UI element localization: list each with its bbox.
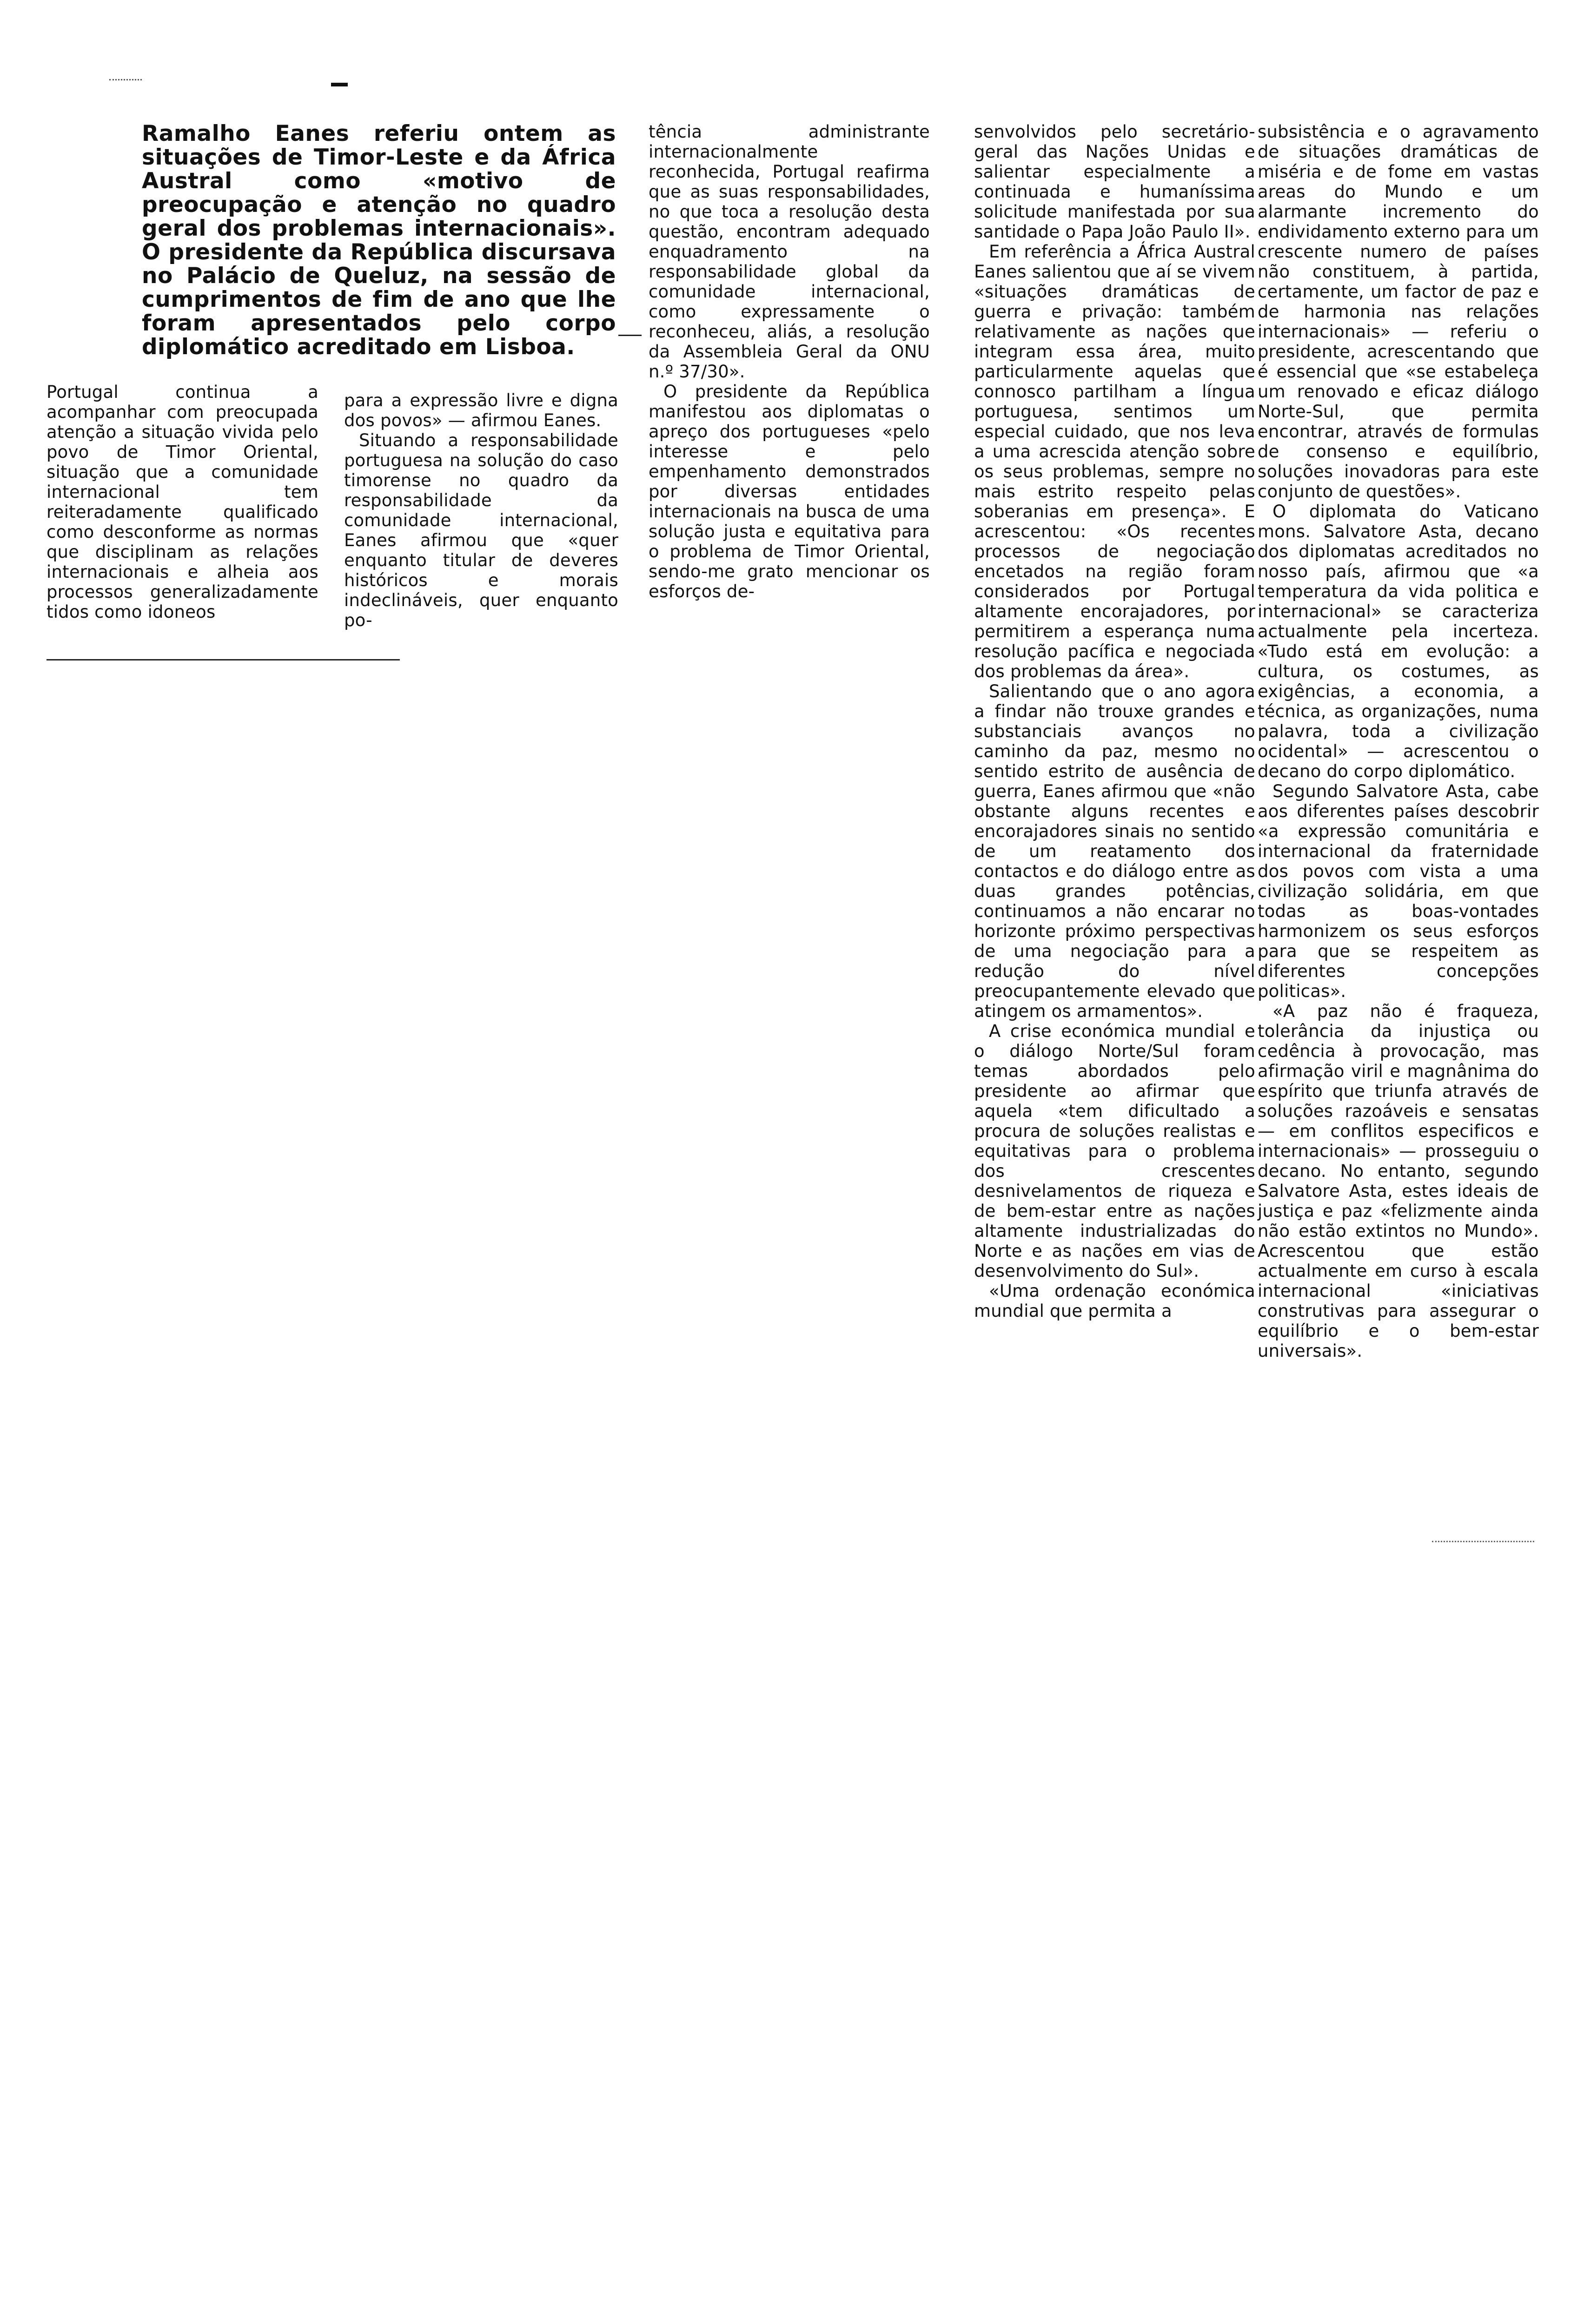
paragraph: «A paz não é fraqueza, tolerância da injustiça ou cedência à provocação, mas afirmação viril e magnânima do espírito que triunfa através de soluções razoáveis e sensatas — em conflitos especificos e internacionais» — prosseguiu o decano. No entanto, segundo Salvatore Asta, estes ideais de justiça e paz «felizmente ainda não estão extintos no Mundo». Acrescentou que estão actualmente em curso à escala internacional «iniciativas construtivas para assegurar o equilíbrio e o bem-estar universais». — [1258, 1001, 1539, 1361]
paragraph: «Uma ordenação económica mundial que permita a — [974, 1281, 1255, 1321]
article-lead: Ramalho Eanes referiu ontem as situações de Timor-Leste e da África Austral como «motivo de preocupação e atenção no quadro geral dos problemas internacionais». O presidente da República discursava no Palácio de Queluz, na sessão de cumprimentos de fim de ano que lhe foram apresentados pelo corpo diplomático acreditado em Lisboa. — [142, 121, 616, 360]
column-divider-top — [618, 335, 642, 336]
scan-specks — [109, 79, 142, 83]
paragraph: senvolvidos pelo secretário-geral das Nações Unidas e salientar especialmente a continuada e humaníssima solicitude manifestada por sua santidade o Papa João Paulo II». — [974, 122, 1255, 242]
paragraph: Portugal continua a acompanhar com preocupada atenção a situação vivida pelo povo de Timor Oriental, situação que a comunidade internacional tem reiteradamente qualificado como desconforme as normas que disciplinam as relações internacionais e alheia aos processos generalizadamente tidos como idoneos — [46, 382, 318, 622]
paragraph: O diplomata do Vaticano mons. Salvatore Asta, decano dos diplomatas acreditados no nosso país, afirmou que «a temperatura da vida politica e internacional» se caracteriza actualmente pela incerteza. «Tudo está em evolução: a cultura, os costumes, as exigências, a economia, a técnica, as organizações, numa palavra, toda a civilização ocidental» — acrescentou o decano do corpo diplomático. — [1258, 502, 1539, 781]
paragraph: O presidente da República manifestou aos diplomatas o apreço dos portugueses «pelo interesse e pelo empenhamento demonstrados por diversas entidades internacionais na busca de uma solução justa e equitativa para o problema de Timor Oriental, sendo-me grato mencionar os esforços de- — [649, 382, 930, 601]
column-2 — [344, 390, 618, 630]
column-5 — [1258, 122, 1539, 1361]
paragraph: tência administrante internacionalmente reconhecida, Portugal reafirma que as suas responsabilidades, no que toca a resolução desta questão, encontram adequado enquadramento na responsabilidade global da comunidade internacional, como expressamente o reconheceu, aliás, a resolução da Assembleia Geral da ONU n.º 37/30». — [649, 122, 930, 382]
scan-specks — [1432, 1541, 1534, 1546]
column-1-end-rule — [46, 659, 400, 660]
paragraph: Salientando que o ano agora a findar não trouxe grandes e substanciais avanços no caminho da paz, mesmo no sentido estrito de ausência de guerra, Eanes afirmou que «não obstante alguns recentes e encorajadores sinais no sentido de um reatamento dos contactos e do diálogo entre as duas grandes potências, continuamos a não encarar no horizonte próximo perspectivas de uma negociação para a redução do nível preocupantemente elevado que atingem os armamentos». — [974, 681, 1255, 1021]
paragraph: Situando a responsabilidade portuguesa na solução do caso timorense no quadro da responsabilidade da comunidade internacional, Eanes afirmou que «quer enquanto titular de deveres históricos e morais indeclináveis, quer enquanto po- — [344, 430, 618, 630]
paragraph: para a expressão livre e digna dos povos» — afirmou Eanes. — [344, 390, 618, 430]
column-4 — [974, 122, 1255, 1321]
column-1 — [46, 382, 318, 622]
scan-mark — [331, 83, 348, 86]
paragraph: A crise económica mundial e o diálogo Norte/Sul foram temas abordados pelo presidente ao afirmar que aquela «tem dificultado a procura de soluções realistas e equitativas para o problema dos crescentes desnivelamentos de riqueza e de bem-estar entre as nações altamente industrializadas do Norte e as nações em vias de desenvolvimento do Sul». — [974, 1021, 1255, 1281]
column-3 — [649, 122, 930, 601]
paragraph: Em referência a África Austral Eanes salientou que aí se vivem «situações dramáticas de guerra e privação: também relativamente as nações que integram essa área, muito particularmente aquelas que connosco partilham a língua portuguesa, sentimos um especial cuidado, que nos leva a uma acrescida atenção sobre os seus problemas, sempre no mais estrito respeito pelas soberanias em presença». E acrescentou: «Os recentes processos de negociação encetados na região foram considerados por Portugal altamente encorajadores, por permitirem a esperança numa resolução pacífica e negociada dos problemas da área». — [974, 242, 1255, 681]
paragraph: subsistência e o agravamento de situações dramáticas de miséria e de fome em vastas areas do Mundo e um alarmante incremento do endividamento externo para um crescente numero de países não constituem, à partida, certamente, um factor de paz e de harmonia nas relações internacionais» — referiu o presidente, acrescentando que é essencial que «se estabeleça um renovado e eficaz diálogo Norte-Sul, que permita encontrar, através de formulas de consenso e equilíbrio, soluções inovadoras para este conjunto de questões». — [1258, 122, 1539, 502]
paragraph: Segundo Salvatore Asta, cabe aos diferentes países descobrir «a expressão comunitária e internacional da fraternidade dos povos com vista a uma civilização solidária, em que todas as boas-vontades harmonizem os seus esforços para que se respeitem as diferentes concepções politicas». — [1258, 781, 1539, 1001]
